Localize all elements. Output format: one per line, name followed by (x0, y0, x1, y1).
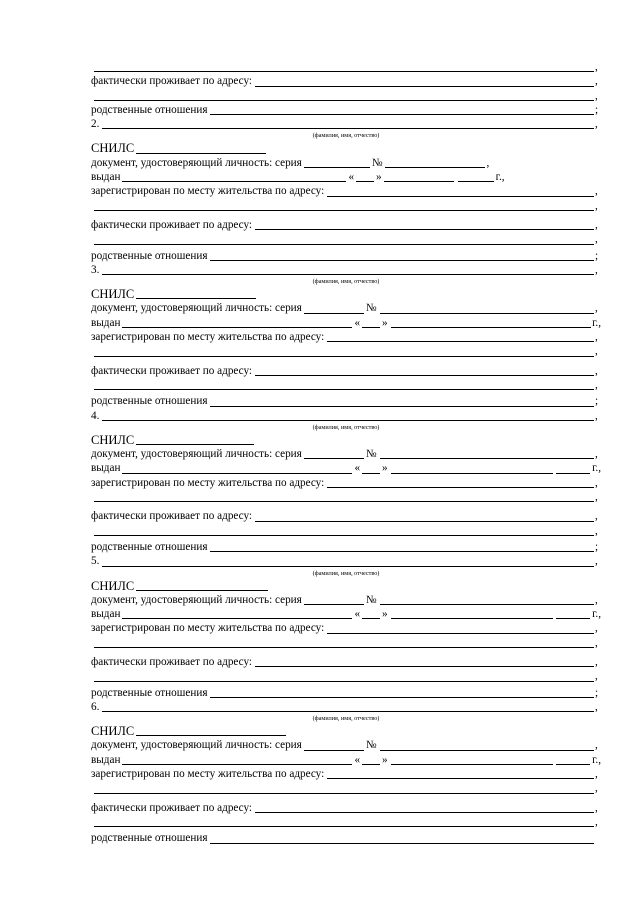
fio-caption: (фамилия, имя, отчество) (312, 132, 380, 140)
issue-month-field[interactable] (384, 171, 454, 183)
id-document-line (91, 447, 601, 461)
issue-month-field[interactable] (391, 462, 553, 474)
fio-caption: (фамилия, имя, отчество) (312, 715, 380, 723)
snils-label: СНИЛС (91, 287, 135, 302)
actual-address-field[interactable] (255, 801, 594, 813)
relations-label: родственные отношения (91, 832, 208, 845)
registered-label: зарегистрирован по месту жительства по адресу: (91, 476, 325, 489)
line-end-punct: , (595, 233, 598, 246)
relations-line (91, 686, 601, 700)
actual-address-continuation-line (91, 669, 601, 683)
line-content (91, 461, 601, 475)
number-field[interactable] (380, 302, 594, 314)
fio-caption: (фамилия, имя, отчество) (312, 278, 380, 286)
id-document-label: документ, удостоверяющий личность: серия (91, 593, 302, 606)
relations-line (91, 831, 601, 845)
quote-open: « (354, 316, 361, 329)
registered-address-continuation-field[interactable] (94, 636, 594, 648)
line-end-punct: , (595, 815, 598, 828)
actual-address-label: фактически проживает по адресу: (91, 801, 253, 814)
snils-label: СНИЛС (91, 141, 135, 156)
number-field[interactable] (385, 157, 485, 169)
relations-label: родственные отношения (91, 249, 208, 262)
actual-address-continuation-field[interactable] (94, 379, 594, 391)
line-end-punct: ; (595, 686, 599, 699)
relations-field[interactable] (210, 541, 594, 553)
issue-day-field[interactable] (362, 608, 380, 620)
line-end-punct: , (595, 636, 598, 649)
registered-label: зарегистрирован по месту жительства по адресу: (91, 331, 325, 344)
line-content (91, 781, 601, 795)
line-content (91, 669, 601, 683)
year-abbr: г., (592, 316, 601, 329)
line-end-punct: , (595, 364, 598, 377)
actual-address-continuation-line (91, 524, 601, 538)
registered-address-field[interactable] (327, 477, 594, 489)
person-number: 6. (91, 700, 100, 713)
line-end-punct: , (595, 185, 598, 198)
line-content (91, 831, 601, 845)
line-end-punct: , (595, 655, 598, 668)
actual-address-continuation-field[interactable] (94, 233, 594, 245)
line-end-punct: , (595, 263, 598, 276)
snils-line (91, 433, 601, 447)
issued-by-field[interactable] (122, 317, 352, 329)
line-end-punct: ; (595, 249, 599, 262)
registered-continuation-line (91, 781, 601, 795)
line-end-punct: , (595, 345, 598, 358)
registered-label: зарегистрирован по месту жительства по адресу: (91, 768, 325, 781)
snils-line (91, 724, 601, 738)
issued-by-field[interactable] (122, 171, 346, 183)
line-content (91, 447, 601, 461)
registered-address-field[interactable] (327, 185, 594, 197)
actual-address-label: фактически проживает по адресу: (91, 364, 253, 377)
id-document-line (91, 156, 601, 170)
series-field[interactable] (304, 157, 370, 169)
line-content (91, 409, 601, 423)
form-document (91, 60, 601, 846)
line-end-punct: , (595, 378, 598, 391)
line-content (91, 301, 601, 315)
snils-label: СНИЛС (91, 578, 135, 593)
issued-by-field[interactable] (122, 608, 352, 620)
relations-label: родственные отношения (91, 103, 208, 116)
fio-caption: (фамилия, имя, отчество) (312, 423, 380, 431)
line-end-punct: , (595, 739, 598, 752)
relations-label: родственные отношения (91, 686, 208, 699)
year-abbr: г., (592, 753, 601, 766)
number-sign-label: № (365, 593, 377, 606)
line-content (91, 621, 601, 635)
line-content (91, 554, 601, 568)
snils-field[interactable] (136, 725, 286, 737)
line-content (91, 156, 601, 170)
line-content (91, 738, 601, 752)
issue-month-field[interactable] (391, 317, 591, 329)
number-sign-label: № (365, 739, 377, 752)
line-end-punct: , (595, 331, 598, 344)
address-continuation-line (91, 60, 601, 74)
line-content (91, 801, 601, 815)
relations-line (91, 394, 601, 408)
actual-address-label: фактически проживает по адресу: (91, 218, 253, 231)
relations-field[interactable] (210, 686, 594, 698)
relations-label: родственные отношения (91, 540, 208, 553)
registered-address-field[interactable] (327, 331, 594, 343)
registered-address-field[interactable] (327, 622, 594, 634)
series-field[interactable] (304, 448, 364, 460)
snils-field[interactable] (136, 434, 254, 446)
issued-line (91, 316, 601, 330)
registered-line (91, 330, 601, 344)
line-end-punct: , (595, 782, 598, 795)
actual-address-continuation-field[interactable] (94, 89, 594, 101)
snils-field[interactable] (136, 579, 268, 591)
actual-address-continuation-field[interactable] (94, 816, 594, 828)
line-content (91, 700, 601, 714)
line-end-punct: , (486, 156, 490, 169)
actual-address-continuation-line (91, 378, 601, 392)
line-content (91, 815, 601, 829)
line-content (91, 344, 601, 358)
series-field[interactable] (304, 302, 364, 314)
line-content (91, 524, 601, 538)
fio-field[interactable] (102, 264, 594, 276)
quote-open: « (354, 462, 361, 475)
line-end-punct: , (595, 448, 598, 461)
relations-line (91, 103, 601, 117)
line-content (91, 218, 601, 232)
line-content (91, 378, 601, 392)
line-end-punct: , (595, 555, 598, 568)
relations-label: родственные отношения (91, 395, 208, 408)
line-content (91, 753, 601, 767)
relations-field[interactable] (210, 832, 594, 844)
registered-address-continuation-field[interactable] (94, 782, 594, 794)
person-name-line (91, 700, 601, 714)
line-content (91, 117, 601, 131)
line-end-punct: ; (595, 395, 599, 408)
line-content (91, 170, 601, 184)
registered-continuation-line (91, 344, 601, 358)
line-content (91, 509, 601, 523)
id-document-line (91, 301, 601, 315)
registered-line (91, 184, 601, 198)
actual-address-continuation-line (91, 815, 601, 829)
line-end-punct: , (595, 476, 598, 489)
line-end-punct: , (595, 61, 598, 73)
line-end-punct: , (595, 409, 598, 422)
series-field[interactable] (304, 739, 364, 751)
id-document-line (91, 738, 601, 752)
issue-day-field[interactable] (362, 462, 380, 474)
line-content (91, 593, 601, 607)
line-end-punct: , (595, 670, 598, 683)
number-field[interactable] (380, 448, 594, 460)
line-end-punct: , (595, 510, 598, 523)
person-number: 3. (91, 263, 100, 276)
actual-address-field[interactable] (255, 219, 594, 231)
actual-address-continuation-field[interactable] (94, 670, 594, 682)
issue-month-field[interactable] (391, 608, 553, 620)
registered-label: зарегистрирован по месту жительства по адресу: (91, 622, 325, 635)
line-content (91, 724, 601, 738)
line-content (91, 141, 601, 155)
quote-close: » (382, 462, 388, 475)
line-content (91, 60, 601, 74)
id-document-label: документ, удостоверяющий личность: серия (91, 156, 302, 169)
line-end-punct: , (595, 75, 598, 88)
number-sign-label: № (365, 448, 377, 461)
snils-line (91, 141, 601, 155)
person-name-line (91, 554, 601, 568)
number-sign-label: № (371, 156, 383, 169)
year-abbr: г., (495, 171, 505, 184)
line-content (91, 263, 601, 277)
number-field[interactable] (380, 739, 594, 751)
quote-close: » (382, 316, 388, 329)
issued-label: выдан (91, 171, 121, 184)
issued-label: выдан (91, 753, 121, 766)
id-document-label: документ, удостоверяющий личность: серия (91, 739, 302, 752)
relations-field[interactable] (210, 249, 594, 261)
issue-day-field[interactable] (356, 171, 374, 183)
line-end-punct: , (595, 302, 598, 315)
issue-day-field[interactable] (362, 754, 380, 766)
actual-address-label: фактически проживает по адресу: (91, 75, 253, 88)
issued-label: выдан (91, 462, 121, 475)
issue-month-field[interactable] (391, 754, 553, 766)
id-document-label: документ, удостоверяющий личность: серия (91, 448, 302, 461)
fio-field[interactable] (102, 555, 594, 567)
quote-open: « (348, 171, 355, 184)
registered-continuation-line (91, 199, 601, 213)
snils-line (91, 287, 601, 301)
quote-open: « (354, 753, 361, 766)
actual-address-field[interactable] (255, 75, 594, 87)
fio-field[interactable] (102, 409, 594, 421)
line-content (91, 199, 601, 213)
number-field[interactable] (380, 594, 594, 606)
line-end-punct: , (595, 593, 598, 606)
line-content (91, 74, 601, 88)
person-number: 4. (91, 409, 100, 422)
registered-continuation-line (91, 636, 601, 650)
quote-close: » (376, 171, 382, 184)
actual-address-field[interactable] (255, 364, 594, 376)
issue-year-field[interactable] (556, 754, 590, 766)
line-content (91, 103, 601, 117)
issued-label: выдан (91, 316, 121, 329)
line-end-punct: ; (595, 103, 599, 116)
line-content (91, 330, 601, 344)
line-end-punct: , (595, 199, 598, 212)
registered-address-continuation-field[interactable] (94, 491, 594, 503)
actual-address-field[interactable] (255, 510, 594, 522)
line-content (91, 636, 601, 650)
line-end-punct: , (595, 218, 598, 231)
person-name-line (91, 117, 601, 131)
person-number: 5. (91, 555, 100, 568)
line-content (91, 476, 601, 490)
line-end-punct: ; (595, 540, 599, 553)
line-content (91, 655, 601, 669)
line-content (91, 232, 601, 246)
line-end-punct: , (595, 622, 598, 635)
series-field[interactable] (304, 594, 364, 606)
relations-field[interactable] (210, 395, 594, 407)
id-document-line (91, 593, 601, 607)
line-content (91, 433, 601, 447)
relations-line (91, 249, 601, 263)
person-name-line (91, 263, 601, 277)
snils-field[interactable] (136, 288, 256, 300)
line-content (91, 364, 601, 378)
snils-field[interactable] (136, 142, 266, 154)
line-end-punct: , (595, 491, 598, 504)
relations-field[interactable] (210, 104, 594, 116)
issue-year-field[interactable] (556, 608, 590, 620)
line-end-punct: , (595, 118, 598, 131)
snils-line (91, 579, 601, 593)
relations-line (91, 540, 601, 554)
actual-address-label: фактически проживает по адресу: (91, 655, 253, 668)
id-document-label: документ, удостоверяющий личность: серия (91, 302, 302, 315)
line-content (91, 89, 601, 103)
registered-label: зарегистрирован по месту жительства по адресу: (91, 185, 325, 198)
issue-day-field[interactable] (362, 317, 380, 329)
line-content (91, 490, 601, 504)
issued-by-field[interactable] (122, 462, 352, 474)
line-content (91, 579, 601, 593)
issue-year-field[interactable] (458, 171, 494, 183)
registered-address-field[interactable] (327, 768, 594, 780)
fio-field[interactable] (102, 701, 594, 713)
actual-address-label: фактически проживает по адресу: (91, 510, 253, 523)
quote-open: « (354, 608, 361, 621)
line-content (91, 767, 601, 781)
line-content (91, 540, 601, 554)
snils-label: СНИЛС (91, 432, 135, 447)
line-content (91, 184, 601, 198)
snils-label: СНИЛС (91, 724, 135, 739)
actual-address-line (91, 74, 601, 88)
quote-close: » (382, 608, 388, 621)
actual-address-continuation-line (91, 232, 601, 246)
line-end-punct: , (595, 524, 598, 537)
line-content (91, 607, 601, 621)
registered-continuation-line (91, 490, 601, 504)
actual-address-line (91, 509, 601, 523)
actual-address-line (91, 801, 601, 815)
blank-line[interactable] (94, 61, 594, 73)
line-content (91, 316, 601, 330)
issue-year-field[interactable] (556, 462, 590, 474)
issued-line (91, 753, 601, 767)
line-content (91, 394, 601, 408)
quote-close: » (382, 753, 388, 766)
number-sign-label: № (365, 302, 377, 315)
actual-address-line (91, 364, 601, 378)
issued-by-field[interactable] (122, 754, 352, 766)
person-name-line (91, 409, 601, 423)
year-abbr: г., (592, 608, 601, 621)
line-content (91, 249, 601, 263)
registered-address-continuation-field[interactable] (94, 199, 594, 211)
line-end-punct: , (595, 801, 598, 814)
issued-line (91, 607, 601, 621)
actual-address-continuation-field[interactable] (94, 524, 594, 536)
issued-line (91, 170, 601, 184)
person-number: 2. (91, 118, 100, 131)
issued-label: выдан (91, 608, 121, 621)
actual-address-line (91, 655, 601, 669)
registered-line (91, 476, 601, 490)
issued-line (91, 461, 601, 475)
fio-caption: (фамилия, имя, отчество) (312, 569, 380, 577)
line-end-punct: , (595, 768, 598, 781)
registered-address-continuation-field[interactable] (94, 345, 594, 357)
actual-address-line (91, 218, 601, 232)
line-end-punct: , (595, 89, 598, 102)
actual-address-field[interactable] (255, 656, 594, 668)
line-end-punct: , (595, 700, 598, 713)
line-content (91, 686, 601, 700)
registered-line (91, 621, 601, 635)
fio-field[interactable] (102, 118, 594, 130)
actual-address-continuation-line (91, 89, 601, 103)
year-abbr: г., (592, 462, 601, 475)
line-content (91, 287, 601, 301)
registered-line (91, 767, 601, 781)
